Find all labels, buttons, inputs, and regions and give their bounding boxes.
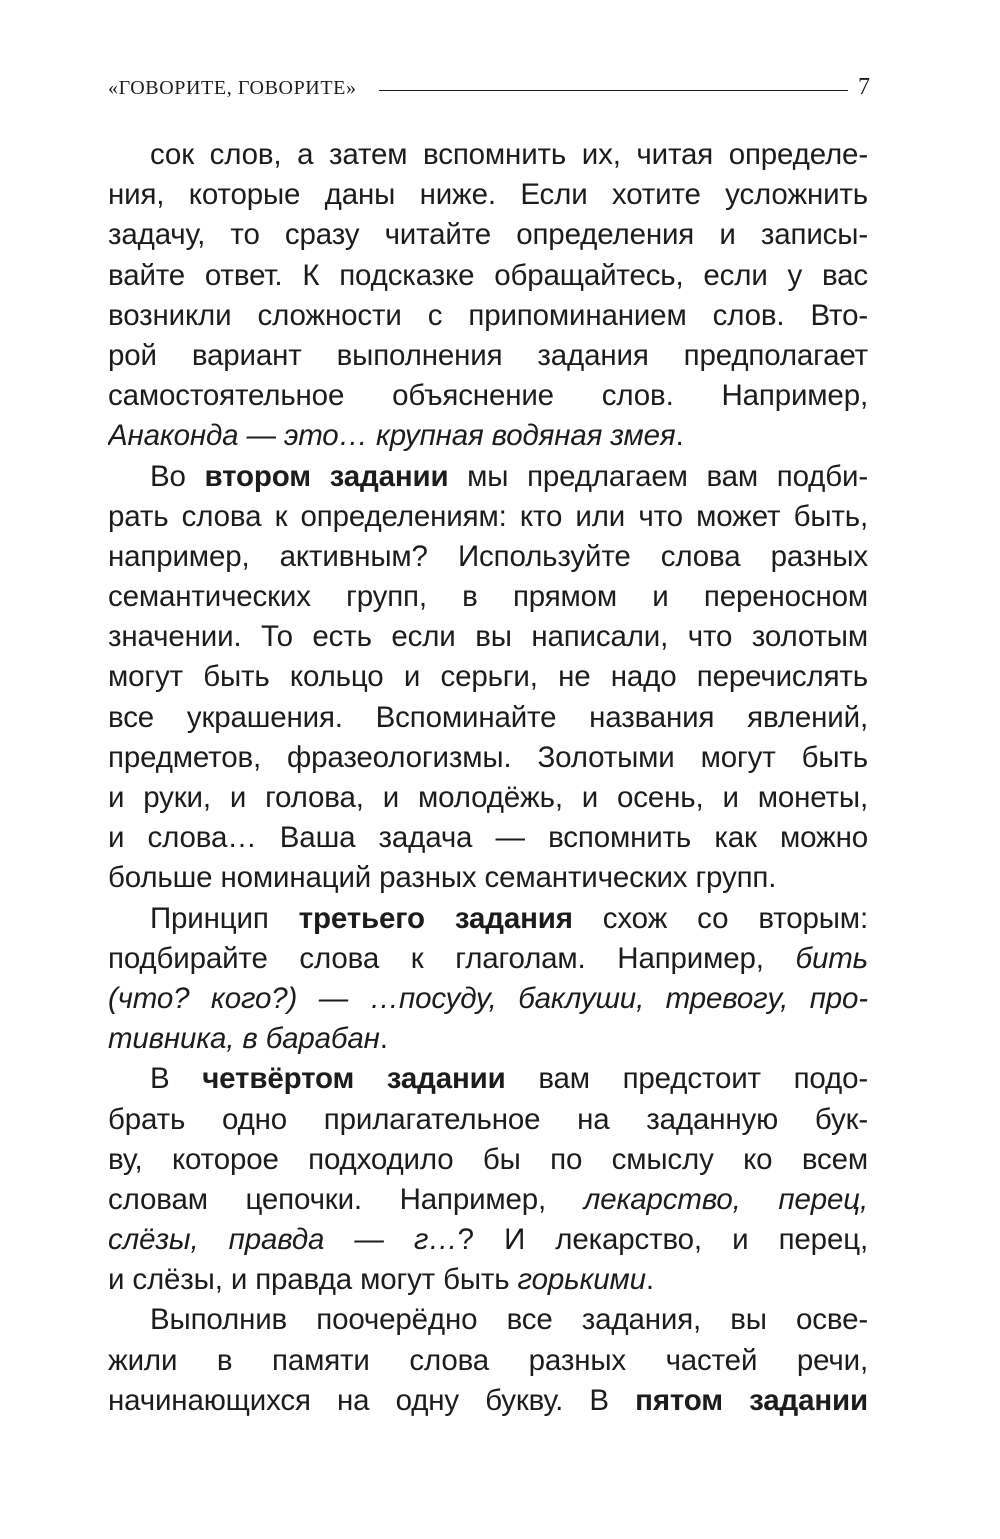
italic-example: лекарство, перец,: [583, 1182, 868, 1216]
running-header: [108, 74, 870, 108]
text-run: рать слова к определениям: кто или что может быть,: [108, 499, 868, 533]
text-line: [108, 1100, 868, 1140]
text-run: вам предстоит подо-: [505, 1062, 868, 1096]
text-run: все украшения. Вспоминайте названия явлений,: [108, 700, 868, 734]
paragraph: [108, 1059, 868, 1300]
text-line: [108, 457, 868, 497]
text-line: [108, 1140, 868, 1180]
text-line: [108, 617, 868, 657]
text-run: сок слов, а затем вспомнить их, читая определе-: [150, 138, 868, 171]
text-line: [108, 778, 868, 818]
text-run: больше номинаций разных семантических групп.: [108, 861, 777, 895]
body-text: [108, 135, 868, 1421]
text-run: Выполнив поочерёдно все задания, вы осве-: [150, 1303, 868, 1337]
text-line: [108, 135, 868, 175]
text-line: [108, 818, 868, 858]
text-run: задачу, то сразу читайте определения и записы-: [108, 218, 868, 252]
text-line: [108, 537, 868, 577]
paragraph: [108, 899, 868, 1060]
paragraph: [108, 457, 868, 899]
text-run: и слова… Ваша задача — вспомнить как можно: [108, 821, 868, 855]
text-run: рой вариант выполнения задания предполагает: [108, 338, 868, 372]
running-title: «ГОВОРИТЕ, ГОВОРИТЕ»: [108, 77, 357, 99]
text-line: [108, 1300, 868, 1340]
text-run: предметов, фразеологизмы. Золотыми могут быть: [108, 740, 868, 774]
text-line: [108, 256, 868, 296]
text-line: [108, 336, 868, 376]
bold-term: пятом задании: [635, 1383, 868, 1417]
text-run: ? И лекарство, и перец,: [457, 1223, 868, 1257]
text-line: [108, 1059, 868, 1099]
text-run: и руки, и голова, и молодёжь, и осень, и монеты,: [108, 781, 868, 814]
text-run: .: [379, 1022, 388, 1056]
text-line: [108, 175, 868, 215]
text-run: самостоятельное объяснение слов. Например,: [108, 379, 868, 413]
header-rule: [379, 90, 848, 91]
text-run: словам цепочки. Например,: [108, 1182, 584, 1216]
text-run: значении. То есть если вы написали, что золотым: [108, 620, 868, 654]
text-run: .: [675, 419, 684, 453]
text-run: жили в памяти слова разных частей речи,: [108, 1343, 868, 1377]
text-line: [108, 1260, 868, 1300]
text-line: [108, 215, 868, 255]
paragraph: [108, 1300, 868, 1421]
text-run: возникли сложности с припоминанием слов. Вто-: [108, 298, 868, 332]
text-run: например, активным? Используйте слова разных: [108, 539, 868, 573]
text-line: [108, 899, 868, 939]
text-run: ву, которое подходило бы по смыслу ко всем: [108, 1142, 868, 1176]
text-line: [108, 738, 868, 778]
text-line: [108, 376, 868, 416]
text-run: подбирайте слова к глаголам. Например,: [108, 941, 796, 975]
text-line: [108, 1180, 868, 1220]
text-run: начинающихся на одну букву. В: [108, 1383, 636, 1417]
text-line: [108, 698, 868, 738]
page-number: 7: [858, 74, 870, 100]
text-line: [108, 979, 868, 1019]
text-line: [108, 1341, 868, 1381]
text-run: В: [150, 1062, 203, 1096]
paragraph: [108, 135, 868, 457]
italic-example: (что? кого?) — …посуду, баклуши, тревогу, про-: [108, 981, 868, 1015]
bold-term: втором задании: [204, 459, 449, 493]
text-run: и слёзы, и правда могут быть: [108, 1263, 518, 1297]
text-run: брать одно прилагательное на заданную бук-: [108, 1102, 868, 1136]
bold-term: четвёртом задании: [202, 1062, 506, 1096]
text-run: мы предлагаем вам подби-: [448, 459, 868, 493]
text-line: [108, 1220, 868, 1260]
italic-example: слёзы, правда — г…: [108, 1223, 458, 1257]
text-run: семантических групп, в прямом и переносном: [108, 580, 868, 614]
italic-example: горькими: [517, 1263, 646, 1297]
text-run: могут быть кольцо и серьги, не надо перечислять: [108, 660, 868, 694]
text-run: Принцип: [150, 901, 299, 935]
italic-example: тивника, в барабан: [108, 1022, 380, 1056]
italic-example: Анаконда — это… крупная водяная змея: [108, 419, 676, 453]
text-line: [108, 416, 868, 456]
text-line: [108, 1019, 868, 1059]
text-line: [108, 657, 868, 697]
text-run: ния, которые даны ниже. Если хотите усложнить: [108, 178, 868, 212]
text-run: Во: [150, 459, 205, 493]
text-line: [108, 858, 868, 898]
text-line: [108, 939, 868, 979]
text-line: [108, 296, 868, 336]
text-run: .: [645, 1263, 654, 1297]
text-run: схож со вторым:: [572, 901, 868, 935]
italic-example: бить: [795, 941, 868, 975]
text-line: [108, 1381, 868, 1421]
text-line: [108, 577, 868, 617]
text-run: вайте ответ. К подсказке обращайтесь, если у вас: [108, 258, 868, 292]
text-line: [108, 497, 868, 537]
bold-term: третьего задания: [298, 901, 573, 935]
